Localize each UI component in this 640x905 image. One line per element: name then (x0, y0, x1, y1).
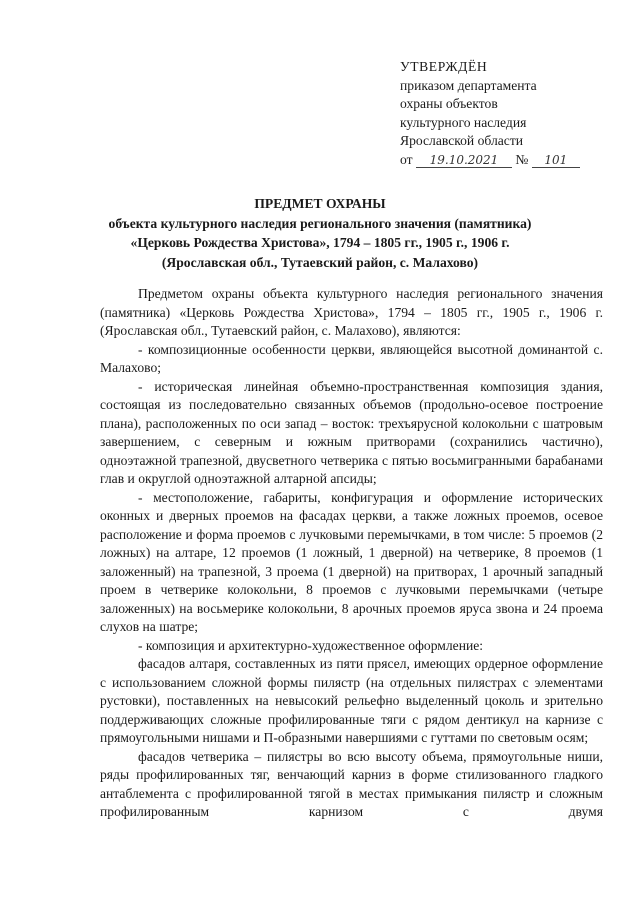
approval-heading: УТВЕРЖДЁН (400, 59, 488, 74)
approval-date-number-line (400, 151, 615, 170)
document-body (100, 285, 603, 822)
approval-line: приказом департамента (400, 77, 537, 93)
list-item: - местоположение, габариты, конфигурация и оформление исторических оконных и дверных проемов на фасадах церкви, а также ложных проемов, осевое расположение и форма проемов с лучковыми перемычками, в том числе: 5 проемов (2 ложных) на алтаре, 12 проемов (1 ложный, 1 дверной) на четверике, 8 проемов (1 заложенный) на трапезной, 3 проема (1 дверной) на притворах, 1 арочный западный проем в четверике колокольни, 8 проемов с лучковыми перемычками (четыре заложенных) на восьмерике колокольни, 8 арочных проемов яруса звона и 24 проема слухов на шатре; (100, 489, 603, 634)
handwritten-number: 101 (532, 154, 580, 168)
title-line: «Церковь Рождества Христова», 1794 – 1805 гг., 1905 г., 1906 г. (130, 235, 510, 251)
sub-paragraph: фасадов четверика – пилястры во всю высоту объема, прямоугольные ниши, ряды профилированных тяг, венчающий карниз в форме стилизованного гладкого антаблемента с профилированной тягой в местах примыкания пилястр и сложным профилированным карнизом с двумя (100, 748, 603, 819)
approval-line: охраны объектов (400, 96, 498, 112)
title-line: объекта культурного наследия регионального значения (памятника) (108, 216, 532, 232)
title-line: ПРЕДМЕТ ОХРАНЫ (254, 196, 386, 211)
number-prefix: № (515, 151, 529, 167)
intro-paragraph: Предметом охраны объекта культурного наследия регионального значения (памятника) «Церковь Рождества Христова», 1794 – 1805 гг., 1905 г., 1906 г. (Ярославская обл., Тутаевский район, с. Малахово), являются: (100, 286, 603, 338)
title-line: (Ярославская обл., Тутаевский район, с. Малахово) (161, 254, 479, 270)
approval-stamp (400, 58, 615, 170)
date-prefix: от (400, 151, 413, 167)
document-title (70, 194, 570, 272)
list-item: - композиция и архитектурно-художественное оформление: (138, 637, 484, 653)
approval-line: культурного наследия (400, 114, 527, 130)
sub-paragraph: фасадов алтаря, составленных из пяти прясел, имеющих ордерное оформление с использованием сложной формы пилястр (на отдельных пилястрах с элементами рустовки), поставленных на невысокий рельефно выделенный цоколь и зрительно поддерживающих сложные профилированные тяги с рядом дентикул на карнизе с прямоугольными нишами и П-образными навершиями с гуттами по световым осям; (100, 656, 603, 745)
handwritten-date: 19.10.2021 (416, 154, 512, 168)
list-item: - композиционные особенности церкви, являющейся высотной доминантой с. Малахово; (100, 341, 603, 375)
approval-line: Ярославской области (400, 133, 524, 149)
list-item: - историческая линейная объемно-пространственная композиция здания, состоящая из последовательно связанных объемов (продольно-осевое построение плана), расположенных по оси запад – восток: трехъярусной колокольни с шатровым завершением, с северным и южным притворами (сохранились частично), одноэтажной трапезной, двусветного четверика с пятью восьмигранными барабанами глав и округлой одноэтажной алтарной апсиды; (100, 378, 603, 486)
